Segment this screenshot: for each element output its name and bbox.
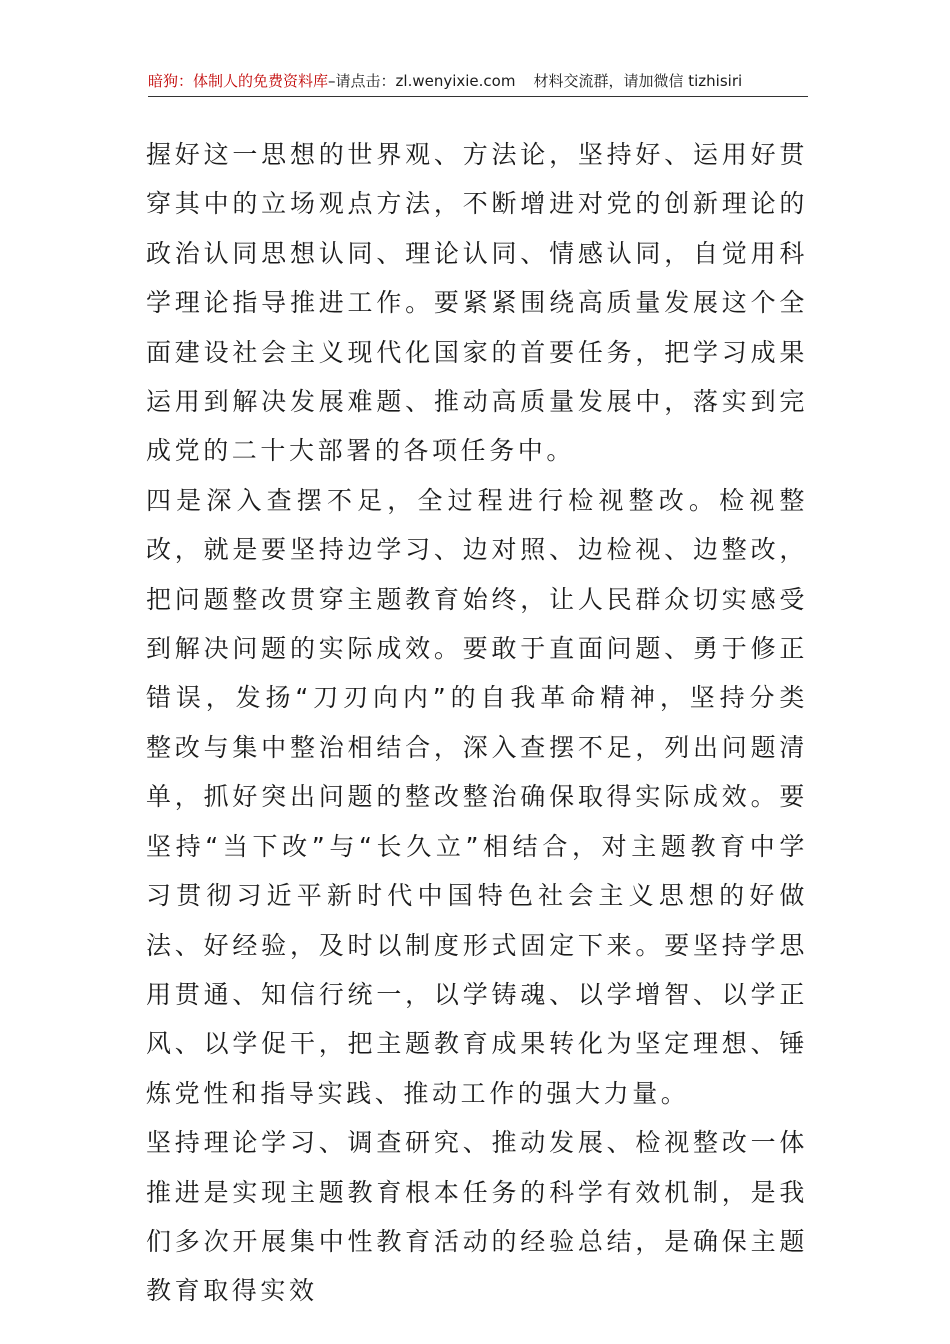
header-click-prompt: –请点击： — [328, 72, 396, 90]
header-url-link[interactable]: zl.wenyixie.com — [395, 72, 516, 90]
header-wechat-note: 材料交流群，请加微信 tizhisiri — [533, 72, 743, 90]
page-header — [148, 68, 808, 97]
document-body — [146, 130, 808, 1316]
paragraph-point-four: 四是深入查摆不足，全过程进行检视整改。检视整改，就是要坚持边学习、边对照、边检视、边整改，把问题整改贯穿主题教育始终，让人民群众切实感受到解决问题的实际成效。要敢于直面问题、勇于修正错误，发扬“刀刃向内”的自我革命精神，坚持分类整改与集中整治相结合，深入查摆不足，列出问题清单，抓好突出问题的整改整治确保取得实际成效。要坚持“当下改”与“长久立”相结合，对主题教育中学习贯彻习近平新时代中国特色社会主义思想的好做法、好经验，及时以制度形式固定下来。要坚持学思用贯通、知信行统一，以学铸魂、以学增智、以学正风、以学促干，把主题教育成果转化为坚定理想、锤炼党性和指导实践、推动工作的强大力量。 — [146, 485, 808, 1108]
paragraph-continued: 握好这一思想的世界观、方法论，坚持好、运用好贯穿其中的立场观点方法，不断增进对党的创新理论的政治认同思想认同、理论认同、情感认同，自觉用科学理论指导推进工作。要紧紧围绕高质量发展这个全面建设社会主义现代化国家的首要任务，把学习成果运用到解决发展难题、推动高质量发展中，落实到完成党的二十大部署的各项任务中。 — [146, 140, 808, 466]
paragraph-summary: 坚持理论学习、调查研究、推动发展、检视整改一体推进是实现主题教育根本任务的科学有效机制，是我们多次开展集中性教育活动的经验总结，是确保主题教育取得实效 — [146, 1128, 808, 1306]
header-site-name: 暗狗：体制人的免费资料库 — [148, 72, 329, 90]
